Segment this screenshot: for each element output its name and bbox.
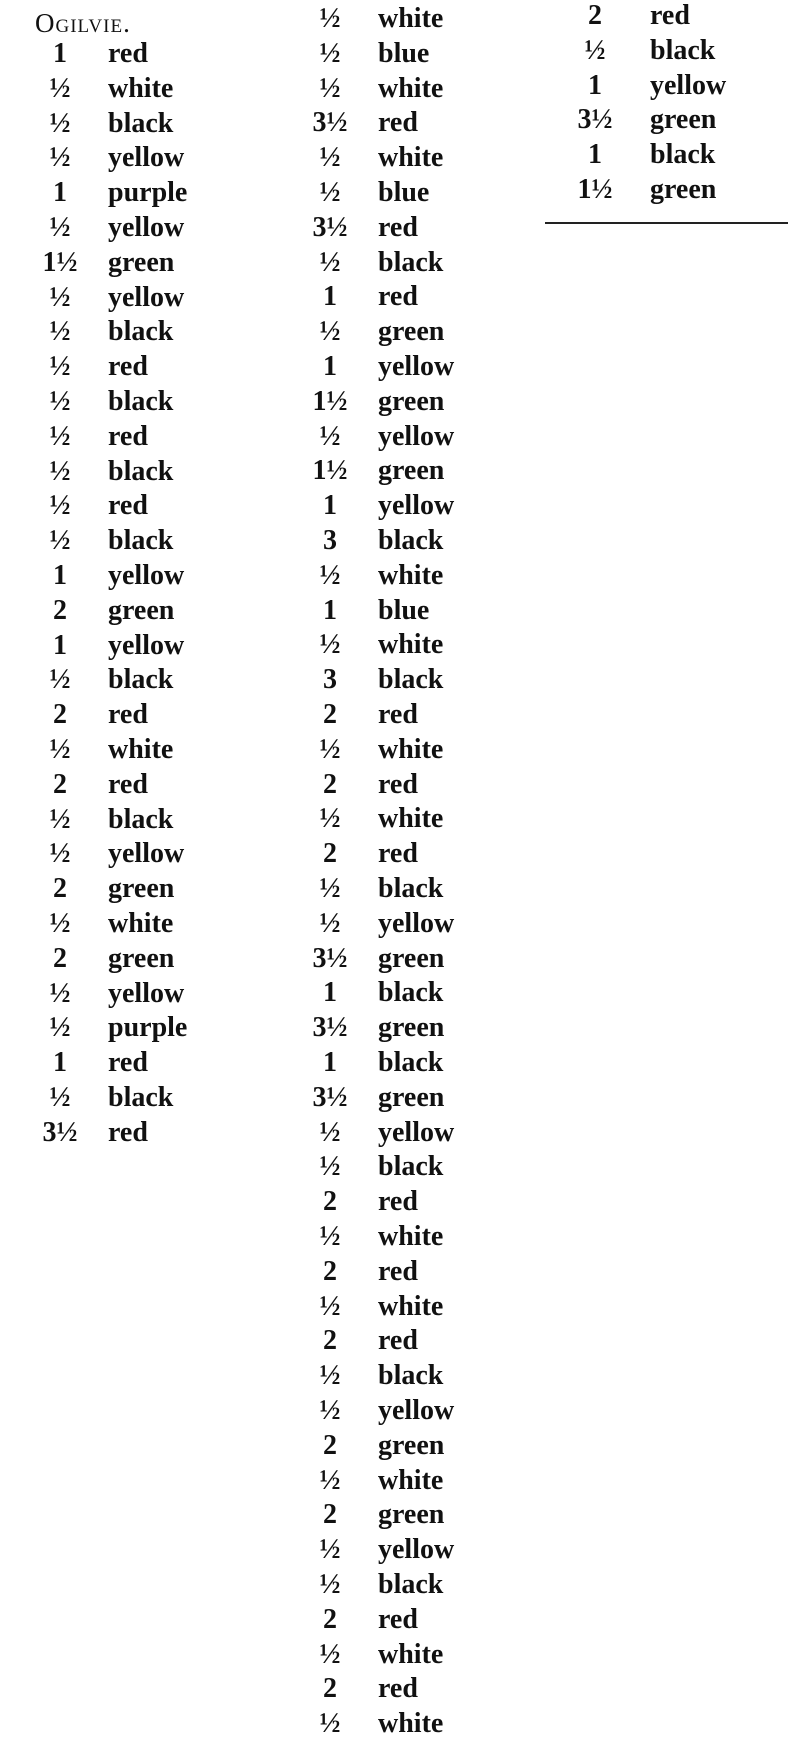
quantity: 1½ (312, 455, 348, 487)
list-item (30, 593, 260, 628)
quantity: ½ (319, 1708, 341, 1740)
list-item (300, 627, 530, 662)
color-name: black (108, 525, 174, 557)
color-name: red (378, 838, 418, 870)
quantity: 1 (323, 281, 337, 313)
list-item (570, 172, 792, 207)
quantity: 1 (53, 1047, 67, 1079)
color-name: red (378, 768, 418, 800)
color-name: red (108, 768, 148, 800)
list-item (300, 593, 530, 628)
color-name: blue (378, 177, 430, 208)
list-item (300, 105, 530, 140)
color-name: white (378, 629, 444, 661)
quantity: ½ (319, 37, 341, 69)
list-item (300, 871, 530, 906)
color-name: yellow (108, 281, 185, 313)
quantity: ½ (584, 34, 606, 66)
quantity: ½ (319, 1360, 341, 1392)
color-name: yellow (108, 629, 185, 661)
color-name: red (378, 1186, 418, 1218)
quantity: ½ (319, 629, 341, 661)
color-name: white (378, 733, 444, 765)
color-name: black (378, 1569, 444, 1600)
quantity: ½ (49, 525, 71, 557)
color-name: yellow (108, 977, 185, 1009)
color-name: black (108, 1082, 174, 1113)
list-item (30, 488, 260, 523)
quantity: 2 (323, 1499, 337, 1531)
list-item (30, 1045, 260, 1080)
quantity: ½ (319, 733, 341, 765)
quantity: ½ (49, 490, 71, 522)
color-name: yellow (378, 1534, 455, 1566)
color-name: black (378, 525, 444, 556)
quantity: ½ (319, 1569, 341, 1600)
quantity: 2 (53, 942, 67, 974)
color-name: yellow (378, 1116, 455, 1148)
color-name: green (650, 174, 717, 205)
quantity: ½ (49, 734, 71, 765)
color-name: yellow (378, 420, 455, 452)
list-item (300, 1497, 530, 1532)
color-name: yellow (378, 351, 455, 382)
list-item (30, 1080, 260, 1115)
list-item (300, 1602, 530, 1637)
color-name: yellow (108, 838, 185, 870)
quantity: ½ (49, 803, 71, 835)
list-item (300, 1045, 530, 1080)
quantity: ½ (319, 1221, 341, 1252)
list-item (300, 801, 530, 836)
color-name: red (108, 699, 148, 731)
list-item (30, 1010, 260, 1045)
list-item (30, 314, 260, 349)
color-name: black (108, 386, 174, 417)
list-item (300, 941, 530, 976)
quantity: 2 (323, 1429, 337, 1461)
list-item (300, 71, 530, 106)
list-item (30, 280, 260, 315)
color-name: black (378, 664, 444, 696)
color-name: yellow (378, 907, 455, 939)
list-item (300, 488, 530, 523)
quantity: ½ (319, 72, 341, 104)
list-item (30, 71, 260, 106)
quantity: ½ (49, 908, 71, 939)
quantity: ½ (49, 351, 71, 383)
quantity: ½ (49, 977, 71, 1009)
color-name: white (108, 72, 174, 104)
quantity: 1 (323, 977, 337, 1009)
list-item (300, 210, 530, 245)
list-item (30, 523, 260, 558)
list-item (30, 732, 260, 767)
color-name: white (378, 72, 444, 104)
list-item (300, 1219, 530, 1254)
quantity: ½ (319, 420, 341, 452)
color-name: red (378, 1603, 418, 1635)
quantity: 1 (53, 629, 67, 661)
list-item (30, 36, 260, 71)
quantity: 1 (323, 1047, 337, 1078)
list-item (300, 1358, 530, 1393)
color-name: red (378, 1673, 418, 1705)
color-name: white (378, 1290, 444, 1322)
list-item (300, 767, 530, 802)
color-name: green (378, 1429, 445, 1461)
list-item (570, 0, 792, 33)
quantity: 1 (53, 560, 67, 591)
quantity: ½ (319, 1151, 341, 1183)
color-name: black (378, 246, 444, 278)
list-item (30, 106, 260, 141)
quantity: ½ (49, 212, 71, 243)
quantity: 1 (323, 594, 337, 626)
quantity: 2 (323, 838, 337, 870)
quantity: 2 (323, 1255, 337, 1287)
list-item (30, 419, 260, 454)
quantity: ½ (319, 873, 341, 904)
page-heading: Ogilvie. (35, 8, 131, 38)
list-item (300, 1393, 530, 1428)
quantity: ½ (319, 1116, 341, 1148)
list-item (300, 140, 530, 175)
color-name: white (378, 1638, 444, 1670)
color-name: green (378, 385, 445, 417)
color-name: red (108, 420, 148, 452)
list-item (30, 976, 260, 1011)
color-name: white (378, 1221, 444, 1252)
quantity: 2 (53, 873, 67, 905)
list-item (30, 140, 260, 175)
color-name: white (378, 3, 444, 34)
list-item (570, 33, 792, 68)
quantity: ½ (319, 1638, 341, 1670)
list-item (300, 836, 530, 871)
list-item (570, 102, 792, 137)
list-item (300, 1115, 530, 1150)
list-item (300, 1184, 530, 1219)
color-name: green (378, 455, 445, 487)
quantity: 2 (323, 1325, 337, 1357)
color-name: black (108, 316, 174, 348)
color-name: black (108, 107, 174, 139)
color-name: red (108, 1116, 148, 1148)
quantity: ½ (319, 559, 341, 591)
quantity: 2 (323, 699, 337, 730)
color-name: blue (378, 37, 430, 69)
quantity: ½ (49, 1082, 71, 1113)
color-name: white (378, 803, 444, 835)
quantity: ½ (319, 246, 341, 278)
color-name: red (378, 107, 418, 139)
list-item (300, 975, 530, 1010)
color-name: white (108, 908, 174, 939)
list-item (300, 732, 530, 767)
quantity: 2 (53, 768, 67, 800)
color-name: black (378, 1360, 444, 1392)
quantity: 3½ (42, 1116, 78, 1148)
quantity: ½ (319, 142, 341, 174)
color-name: black (108, 455, 174, 487)
list-item (300, 662, 530, 697)
color-name: green (650, 104, 717, 136)
color-name: red (108, 351, 148, 383)
color-name: yellow (108, 212, 185, 243)
quantity: ½ (319, 316, 341, 348)
color-name: green (378, 1081, 445, 1113)
list-item (570, 68, 792, 103)
list-item (30, 210, 260, 245)
list-item (300, 1080, 530, 1115)
list-item (30, 802, 260, 837)
color-name: blue (378, 594, 430, 626)
color-name: black (650, 139, 716, 171)
list-item (30, 454, 260, 489)
quantity: 1 (588, 139, 602, 171)
list-item (300, 245, 530, 280)
list-item (300, 1010, 530, 1045)
color-name: red (650, 0, 690, 31)
list-item (300, 175, 530, 210)
quantity: ½ (49, 281, 71, 313)
color-name: yellow (378, 1395, 455, 1426)
quantity: 1 (323, 351, 337, 382)
list-item (300, 279, 530, 314)
quantity: 2 (53, 594, 67, 626)
color-name: yellow (108, 560, 185, 591)
color-name: black (378, 977, 444, 1009)
quantity: 3½ (312, 942, 348, 974)
quantity: 3½ (312, 1081, 348, 1113)
list-item (30, 871, 260, 906)
quantity: ½ (319, 3, 341, 34)
quantity: 3½ (577, 104, 613, 136)
quantity: ½ (49, 107, 71, 139)
color-name: black (108, 664, 174, 696)
list-item (300, 1706, 530, 1741)
quantity: 3 (323, 664, 337, 696)
list-item (300, 349, 530, 384)
quantity: 2 (323, 1673, 337, 1705)
list-item (30, 384, 260, 419)
color-name: yellow (378, 490, 455, 522)
list-item (300, 1567, 530, 1602)
color-name: green (378, 316, 445, 348)
color-name: green (378, 1012, 445, 1044)
list-item (300, 1289, 530, 1324)
quantity: ½ (319, 1464, 341, 1496)
list-item (30, 558, 260, 593)
color-name: black (378, 1047, 444, 1078)
quantity: 3½ (312, 107, 348, 139)
color-name: green (108, 942, 175, 974)
list-item (30, 767, 260, 802)
quantity: 1 (53, 38, 67, 69)
quantity: ½ (49, 455, 71, 487)
list-item (30, 836, 260, 871)
color-name: red (378, 281, 418, 313)
list-item (300, 523, 530, 558)
color-name: red (108, 490, 148, 522)
list-item (300, 1, 530, 36)
quantity: ½ (49, 316, 71, 348)
quantity: 3 (323, 525, 337, 556)
color-name: yellow (108, 142, 185, 174)
list-item (300, 1637, 530, 1672)
quantity: ½ (49, 664, 71, 696)
quantity: 1 (588, 69, 602, 101)
list-item (30, 349, 260, 384)
quantity: ½ (49, 386, 71, 417)
list-item (300, 1254, 530, 1289)
color-name: green (108, 594, 175, 626)
quantity: ½ (319, 1395, 341, 1426)
quantity: ½ (49, 72, 71, 104)
color-name: white (378, 1464, 444, 1496)
list-item (30, 1115, 260, 1150)
color-name: green (108, 246, 175, 278)
quantity: ½ (319, 907, 341, 939)
color-name: red (378, 699, 418, 730)
list-item (30, 628, 260, 663)
quantity: ½ (49, 420, 71, 452)
quantity: ½ (49, 838, 71, 870)
quantity: ½ (49, 1012, 71, 1044)
color-name: purple (108, 177, 188, 209)
quantity: 2 (323, 768, 337, 800)
quantity: 2 (323, 1186, 337, 1218)
list-item (570, 137, 792, 172)
list-item (30, 697, 260, 732)
color-name: green (108, 873, 175, 905)
list-item (300, 1532, 530, 1567)
list-item (300, 1428, 530, 1463)
quantity: ½ (319, 803, 341, 835)
quantity: 2 (323, 1603, 337, 1635)
section-rule (545, 222, 788, 224)
color-name: white (378, 142, 444, 174)
list-item (300, 36, 530, 71)
color-name: red (108, 38, 148, 69)
color-name: purple (108, 1012, 188, 1044)
color-name: black (108, 803, 174, 835)
quantity: 2 (53, 699, 67, 731)
color-name: black (378, 873, 444, 904)
list-item (300, 419, 530, 454)
quantity: ½ (49, 142, 71, 174)
list-item (30, 245, 260, 280)
list-item (30, 662, 260, 697)
color-name: green (378, 942, 445, 974)
list-item (300, 1323, 530, 1358)
quantity: 2 (588, 0, 602, 31)
quantity: 1½ (312, 385, 348, 417)
quantity: 1 (323, 490, 337, 522)
list-item (300, 558, 530, 593)
list-item (30, 906, 260, 941)
list-item (300, 1463, 530, 1498)
quantity: 1½ (577, 174, 613, 205)
quantity: 1 (53, 177, 67, 209)
quantity: 1½ (42, 246, 78, 278)
list-item (300, 906, 530, 941)
quantity: 3½ (312, 1012, 348, 1044)
quantity: ½ (319, 177, 341, 208)
color-name: red (378, 1325, 418, 1357)
list-item (300, 1671, 530, 1706)
list-item (30, 175, 260, 210)
color-name: yellow (650, 69, 727, 101)
color-name: black (650, 34, 716, 66)
list-item (300, 314, 530, 349)
quantity: ½ (319, 1290, 341, 1322)
list-item (300, 1149, 530, 1184)
quantity: ½ (319, 1534, 341, 1566)
color-name: white (378, 559, 444, 591)
list-item (300, 697, 530, 732)
color-name: green (378, 1499, 445, 1531)
color-name: white (108, 734, 174, 765)
list-item (300, 384, 530, 419)
color-name: black (378, 1151, 444, 1183)
color-name: white (378, 1708, 444, 1740)
list-item (30, 941, 260, 976)
color-name: red (108, 1047, 148, 1079)
quantity: 3½ (312, 211, 348, 243)
color-name: red (378, 1255, 418, 1287)
color-name: red (378, 211, 418, 243)
list-item (300, 453, 530, 488)
